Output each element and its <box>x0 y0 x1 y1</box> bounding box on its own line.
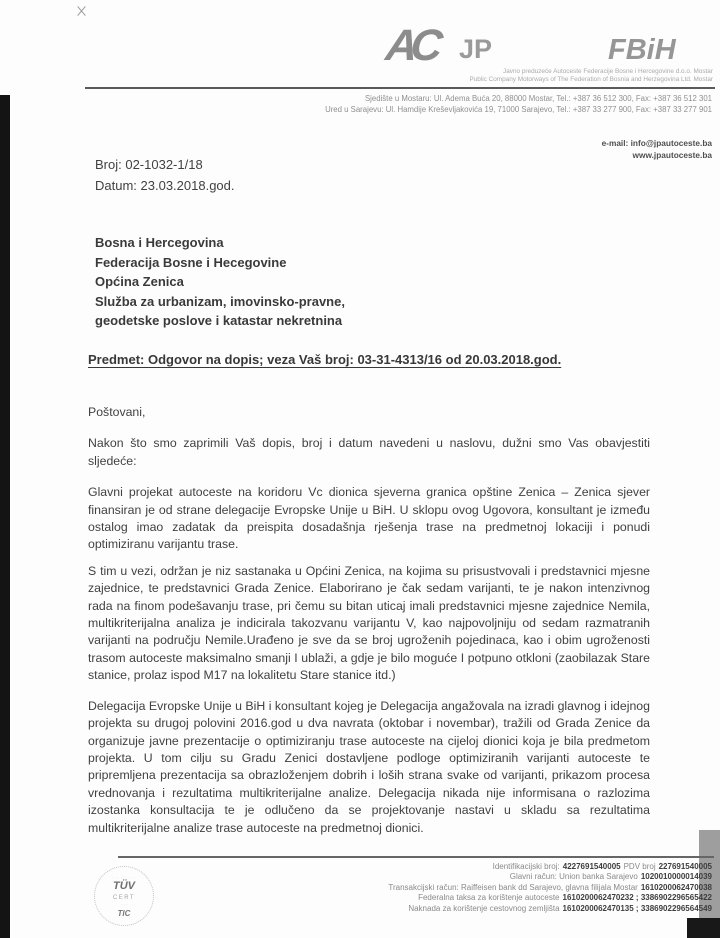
contact-block <box>602 138 712 161</box>
address-mostar: Sjedište u Mostaru: Ul. Adema Buća 20, 88000 Mostar, Tel.: +387 36 512 300, Fax: +387 36 512 301 <box>364 94 712 103</box>
document-number: Broj: 02-1032-1/18 <box>95 157 203 172</box>
paragraph-1: Nakon što smo zaprimili Vaš dopis, broj i datum navedeni u naslovu, dužni smo Vas obavjestiti sljedeće: <box>88 436 650 468</box>
recipient-block <box>95 233 345 331</box>
footer-number: 227691540005 <box>658 862 712 871</box>
scan-artifact-left-edge <box>0 95 10 938</box>
footer-divider <box>118 856 714 858</box>
footer-number: 1020010000014039 <box>640 872 712 882</box>
recipient-line-department-2: geodetske poslove i katastar nekretnina <box>95 313 343 329</box>
footer-label: Glavni račun: Union banka Sarajevo <box>509 872 638 882</box>
footer-label: Naknada za korištenje cestovnog zemljišta <box>408 903 560 913</box>
recipient-line-department-1: Služba za urbanizam, imovinsko-pravne, <box>95 293 345 309</box>
footer-label: PDV broj <box>623 862 656 871</box>
salutation: Poštovani, <box>88 405 146 419</box>
company-name-block <box>469 68 713 83</box>
stamp-tuv-label: TÜV <box>113 879 135 892</box>
company-logo-fbih: FBiH <box>608 34 676 66</box>
footer-number: 1610200062470232 ; 3386902296565422 <box>562 893 712 903</box>
paragraph-4: Delegacija Evropske Unije u BiH i konsultant kojeg je Delegacija angažovala na izradi glavnog i idejnog projekta su drugoj polovini 2016.god u dva navrata (oktobar i novembar), tražili od Grada Zenice da organizuje javne prezentacije o optimiziranju trase autoceste na cijeloj dionici koja je bila predmetom projekta. U tom cilju su Gradu Zenici dostavljene podloge optimiziranih varijanti autoceste te pripremljena prezentacija sa obrazloženjem dobrih i loših strana svake od varijanti, prikazom procesa vrednovanja i rezultatima multikriterijalne analize. Delegacija nikada nije informisana o razlozima izostanka konsultacija te je odlučeno da se projektovanje nastavi u skladu sa rezultatima multikriterijalne analize trase autoceste na predmetnoj dionici. <box>88 698 650 835</box>
tuv-cert-stamp-icon <box>94 866 154 926</box>
footer-line-transaction-account <box>388 883 712 893</box>
paragraph-3: S tim u vezi, održan je niz sastanaka u Općini Zenica, na kojima su prisustvovali i predstavnici mjesne zajednice, te predstavnici Grada Zenice. Elaborirano je čak sedam varijanti, te je nakon intenzivnog rada na finom podešavanju trase, pri čemu su bitan uticaj imali predstavnici mjesne zajednice Nemila, multikriterijalna analiza je indicirala takozvanu varijantu V, kao najpovoljniju od sedam razmatranih varijanti na području Nemile.Urađeno je sve da se broj ugroženih pojedinaca, kao i obim ugroženosti trasom autoceste maksimalno smanji I ublaži, a gdje je bilo moguće I potpuno otkloni (zaobilazak Stare stanice, prolaz ispod M17 na lokalitetu Stare stanice itd.) <box>88 563 650 683</box>
footer-label: Transakcijski račun: Raiffeisen bank dd Sarajevo, glavna filijala Mostar <box>388 882 638 892</box>
footer-label: Identifikacijski broj: <box>492 862 560 871</box>
footer-bank-info <box>388 862 712 914</box>
stamp-arc-decor: · · · · · · <box>111 874 137 880</box>
footer-number: 1610200062470038 <box>640 882 712 892</box>
header-divider <box>85 87 715 89</box>
scan-artifact-bottom-right-corner <box>687 918 720 938</box>
footer-line-id <box>388 862 712 872</box>
footer-line-main-account <box>388 872 712 882</box>
footer-line-road-land-fee <box>388 904 712 914</box>
scan-artifact-top-left-mark <box>76 5 88 17</box>
subject-line: Predmet: Odgovor na dopis; veza Vaš broj: 03-31-4313/16 od 20.03.2018.god. <box>88 352 562 367</box>
letter-body <box>88 404 650 837</box>
stamp-tic-label: TIC <box>117 908 131 918</box>
recipient-line-municipality: Općina Zenica <box>95 274 184 290</box>
paragraph-2: Glavni projekat autoceste na koridoru Vc dionica sjeverna granica opštine Zenica – Zenica sjever finansiran je od strane delegacije Evropske Unije u BiH. U sklopu ovog Ugovora, konsultant je između ostalog imao zadatak da preispita dosadašnja rješenja trase na predmetnoj lokaciji i ponudi optimiziranu varijantu trase. <box>88 485 650 552</box>
email-line: e-mail: info@jpautoceste.ba <box>601 138 712 148</box>
company-name-bosnian: Javno preduzeće Autoceste Federacije Bosne i Hercegovine d.o.o. Mostar <box>503 68 713 75</box>
company-logo-jp: JP <box>459 34 493 64</box>
address-sarajevo: Ured u Sarajevu: Ul. Hamdije Kreševljakovića 19, 71000 Sarajevo, Tel.: +387 33 277 900, Fax: +387 33 277 901 <box>325 104 712 114</box>
recipient-line-federation: Federacija Bosne i Hecegovine <box>95 254 287 270</box>
footer-line-federal-toll <box>388 893 712 903</box>
footer-number: 4227691540005 <box>562 862 621 871</box>
footer-number: 1610200062470135 ; 3386902296564549 <box>562 903 712 913</box>
stamp-small-text: · · · <box>120 901 128 907</box>
website-line: www.jpautoceste.ba <box>632 149 712 160</box>
document-meta <box>95 155 235 196</box>
address-block <box>325 94 712 116</box>
recipient-line-country: Bosna i Hercegovina <box>95 235 224 250</box>
footer-label: Federalna taksa za korištenje autoceste <box>418 893 560 903</box>
company-name-english: Public Company Motorways of The Federation of Bosnia and Herzegovina Ltd. Mostar <box>469 75 713 83</box>
document-date: Datum: 23.03.2018.god. <box>95 177 235 193</box>
stamp-cert-label: CERT <box>112 894 136 901</box>
company-logo-ac-icon: AC <box>383 21 439 70</box>
